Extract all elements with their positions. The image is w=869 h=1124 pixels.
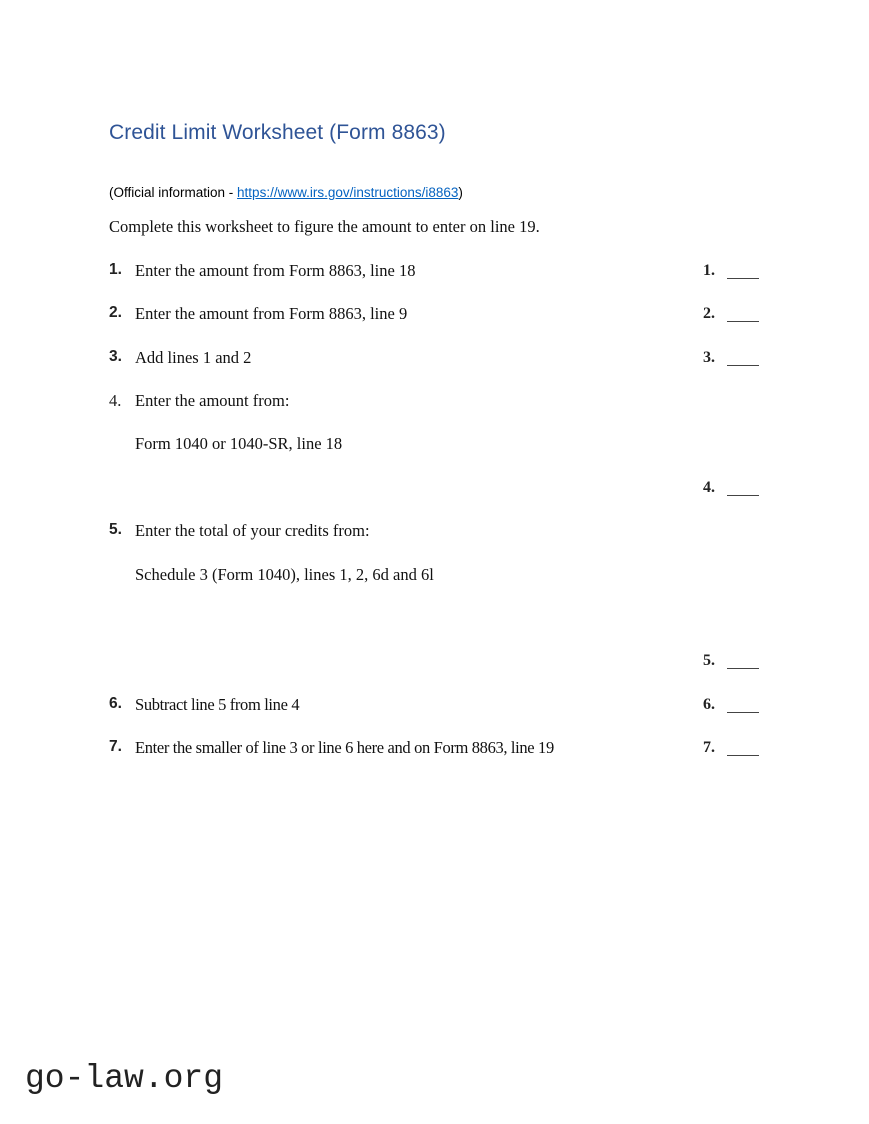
intro-text: Complete this worksheet to figure the amount to enter on line 19. <box>109 217 540 236</box>
worksheet-line-2 <box>109 304 769 326</box>
answer-label: 3. <box>703 349 715 366</box>
answer-blank[interactable] <box>727 278 759 279</box>
page-title: Credit Limit Worksheet (Form 8863) <box>109 121 446 144</box>
line-number: 7. <box>109 738 122 755</box>
worksheet-line-4 <box>109 391 769 413</box>
watermark-logo: go-law.org <box>25 1060 224 1097</box>
answer-label: 2. <box>703 305 715 322</box>
answer-field-2[interactable] <box>703 305 763 327</box>
official-prefix: (Official information - <box>109 185 238 200</box>
line-text: Subtract line 5 from line 4 <box>135 695 300 714</box>
irs-instructions-link[interactable]: https://www.irs.gov/instructions/i8863 <box>237 185 459 200</box>
answer-blank[interactable] <box>727 495 759 496</box>
line-number: 5. <box>109 521 122 538</box>
line-text: Enter the amount from Form 8863, line 9 <box>135 304 408 323</box>
line-number: 2. <box>109 304 122 321</box>
answer-field-6[interactable] <box>703 696 763 718</box>
answer-blank[interactable] <box>727 755 759 756</box>
line-text: Enter the amount from: <box>135 391 290 410</box>
line-text: Enter the smaller of line 3 or line 6 here and on Form 8863, line 19 <box>135 738 554 757</box>
worksheet-line-1 <box>109 261 769 283</box>
worksheet-line-6 <box>109 695 769 717</box>
answer-blank[interactable] <box>727 712 759 713</box>
answer-field-1[interactable] <box>703 262 763 284</box>
line-text: Add lines 1 and 2 <box>135 348 252 367</box>
answer-field-3[interactable] <box>703 349 763 371</box>
worksheet-line-7 <box>109 738 769 760</box>
answer-blank[interactable] <box>727 365 759 366</box>
answer-field-7[interactable] <box>703 739 763 761</box>
official-suffix: ) <box>458 185 463 200</box>
answer-label: 1. <box>703 262 715 279</box>
answer-field-4[interactable] <box>703 479 763 501</box>
line-number: 1. <box>109 261 122 278</box>
answer-label: 4. <box>703 479 715 496</box>
line-number: 3. <box>109 348 122 365</box>
answer-label: 5. <box>703 652 715 669</box>
line-4-subtext: Form 1040 or 1040-SR, line 18 <box>135 434 343 453</box>
answer-blank[interactable] <box>727 668 759 669</box>
line-number: 4. <box>109 391 122 410</box>
answer-field-5[interactable] <box>703 652 763 674</box>
answer-label: 6. <box>703 696 715 713</box>
official-info <box>109 185 463 200</box>
worksheet-line-3 <box>109 348 769 370</box>
line-text: Enter the amount from Form 8863, line 18 <box>135 261 416 280</box>
answer-label: 7. <box>703 739 715 756</box>
line-number: 6. <box>109 695 122 712</box>
worksheet-line-5 <box>109 521 769 543</box>
line-text: Enter the total of your credits from: <box>135 521 370 540</box>
line-5-subtext: Schedule 3 (Form 1040), lines 1, 2, 6d and 6l <box>135 565 434 584</box>
answer-blank[interactable] <box>727 321 759 322</box>
